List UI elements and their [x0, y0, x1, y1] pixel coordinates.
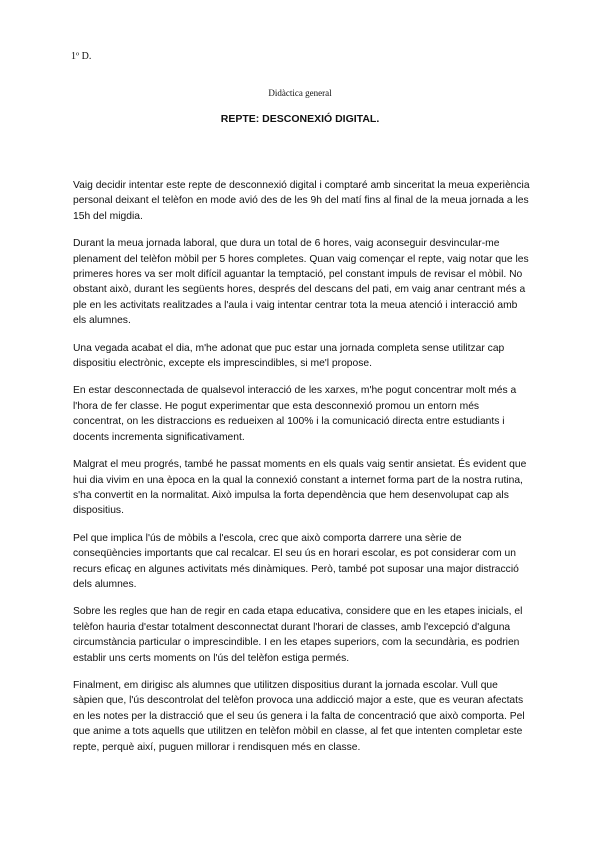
paragraph-2: Durant la meua jornada laboral, que dura un total de 6 hores, vaig aconseguir desvincular-me plenament del telèfon mòbil per 5 hores completes. Quan vaig començar el repte, vaig notar que les primeres hores va ser molt difícil aguantar la temptació, pel constant impuls de revisar el mòbil. No obstant això, durant les següents hores, després del descans del pati, em vaig anar centrant més a ple en les activitats realitzades a l'aula i vaig intentar centrar tota la meua atenció i interacció amb els alumnes. [73, 238, 529, 327]
paragraph-8: Finalment, em dirigisc als alumnes que utilitzen dispositius durant la jornada escolar. Vull que sàpien que, l'ús descontrolat del telèfon provoca una addicció major a este, que es veuran afectats en les notes per la distracció que el seu ús genera i la falta de concentració que això comporta. Pel que anime a tots aquells que utilitzen en telèfon mòbil en classe, al fet que intenten completar este repte, perquè així, puguen millorar i rendisquen més en classe. [73, 679, 525, 753]
paragraph-1: Vaig decidir intentar este repte de desconnexió digital i comptaré amb sinceritat la meua experiència personal deixant el telèfon en mode avió des de les 9h del matí fins al final de la meua jornada a les 15h del migdia. [73, 180, 530, 222]
paragraph-7: Sobre les regles que han de regir en cada etapa educativa, considere que en les etapes inicials, el telèfon hauria d'estar totalment desconnectat durant l'horari de classes, amb l'excepció d'alguna circumstància particular o imprescindible. I en les etapes superiors, com la secundària, es podrien establir uns certs moments on l'ús del telèfon estiga permés. [73, 606, 523, 664]
paragraph-4: En estar desconnectada de qualsevol interacció de les xarxes, m'he pogut concentrar molt més a l'hora de fer classe. He pogut experimentar que esta desconnexió promou un entorn més concentrat, on les distraccions es redueixen al 100% i la comunicació directa entre estudiants i docents incrementa significativament. [73, 385, 517, 443]
paragraph-3: Una vegada acabat el dia, m'he adonat que puc estar una jornada completa sense utilitzar cap dispositiu electrònic, excepte els imprescindibles, si me'l propose. [73, 342, 505, 370]
document-body [73, 178, 530, 767]
course-label: 1º D. [71, 51, 92, 62]
paragraph-5: Malgrat el meu progrés, també he passat moments en els quals vaig sentir ansietat. És evident que hui dia vivim en una època en la qual la connexió constant a internet forma part de la nostra rutina, s'ha convertit en la normalitat. Això impulsa la forta dependència que hem desenvolupat cap als dispositius. [73, 459, 527, 517]
paragraph-6: Pel que implica l'ús de mòbils a l'escola, crec que això comporta darrere una sèrie de conseqüències importants que cal recalcar. El seu ús en horari escolar, es pot considerar com un recurs eficaç en algunes activitats més dinàmiques. Però, també pot suposar una major distracció dels alumnes. [73, 532, 519, 590]
document-title: REPTE: DESCONEXIÓ DIGITAL. [220, 113, 380, 125]
subject-heading: Didàctica general [268, 88, 332, 98]
